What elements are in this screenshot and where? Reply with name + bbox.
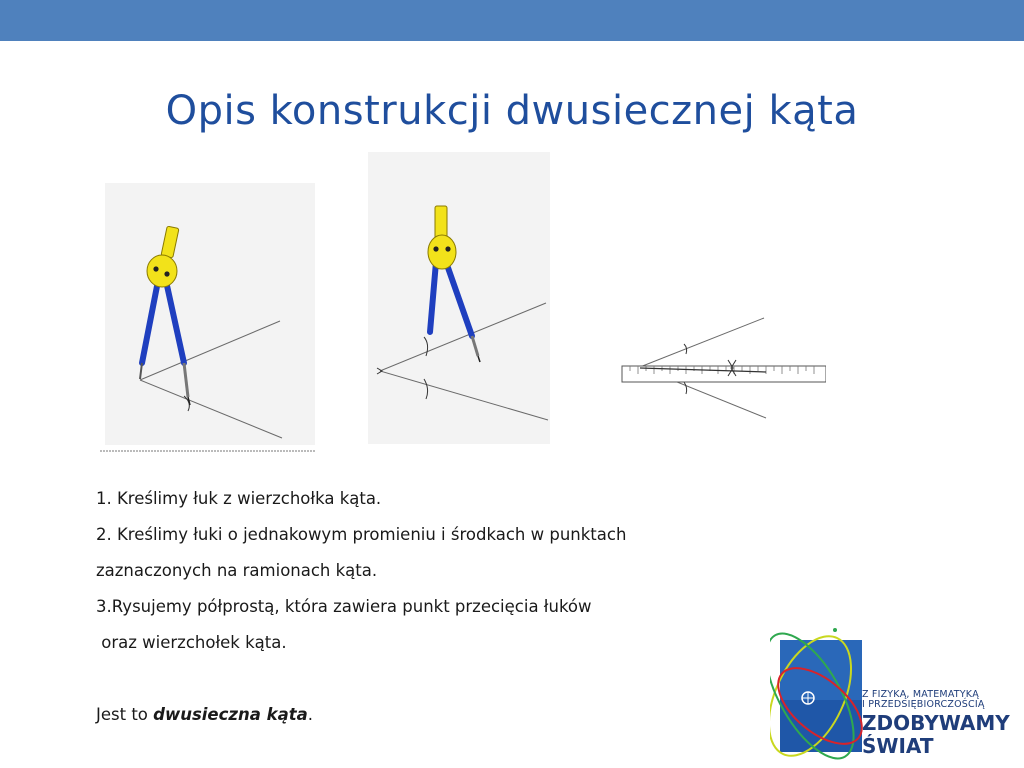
conclusion-text	[96, 700, 716, 736]
conclusion-suffix: .	[307, 705, 313, 724]
logo-text-line-2: I PRZEDSIĘBIORCZOŚCIĄ	[862, 699, 985, 710]
step-1-text: 1. Kreślimy łuk z wierzchołka kąta.	[96, 489, 382, 508]
figure-step-2	[360, 152, 550, 444]
logo-text-line-3: ZDOBYWAMY	[862, 711, 1010, 735]
step-3-continuation-text: oraz wierzchołek kąta.	[96, 633, 287, 652]
construction-steps	[96, 484, 716, 736]
conclusion-emphasis: dwusieczna kąta	[153, 705, 308, 724]
top-band	[0, 0, 1024, 41]
step-2-text: 2. Kreślimy łuki o jednakowym promieniu i środkach w punktach	[96, 525, 627, 544]
figure-step-1	[100, 183, 316, 455]
step-3-text: 3.Rysujemy półprostą, która zawiera punkt przecięcia łuków	[96, 597, 592, 616]
step-2-continuation-text: zaznaczonych na ramionach kąta.	[96, 561, 378, 580]
logo-text-line-4: ŚWIAT	[862, 734, 934, 758]
conclusion-prefix: Jest to	[96, 705, 154, 724]
slide-title: Opis konstrukcji dwusiecznej kąta	[165, 88, 859, 134]
figure-step-3	[616, 310, 826, 420]
logo-text-line-1: Z FIZYKĄ, MATEMATYKĄ	[862, 689, 979, 700]
